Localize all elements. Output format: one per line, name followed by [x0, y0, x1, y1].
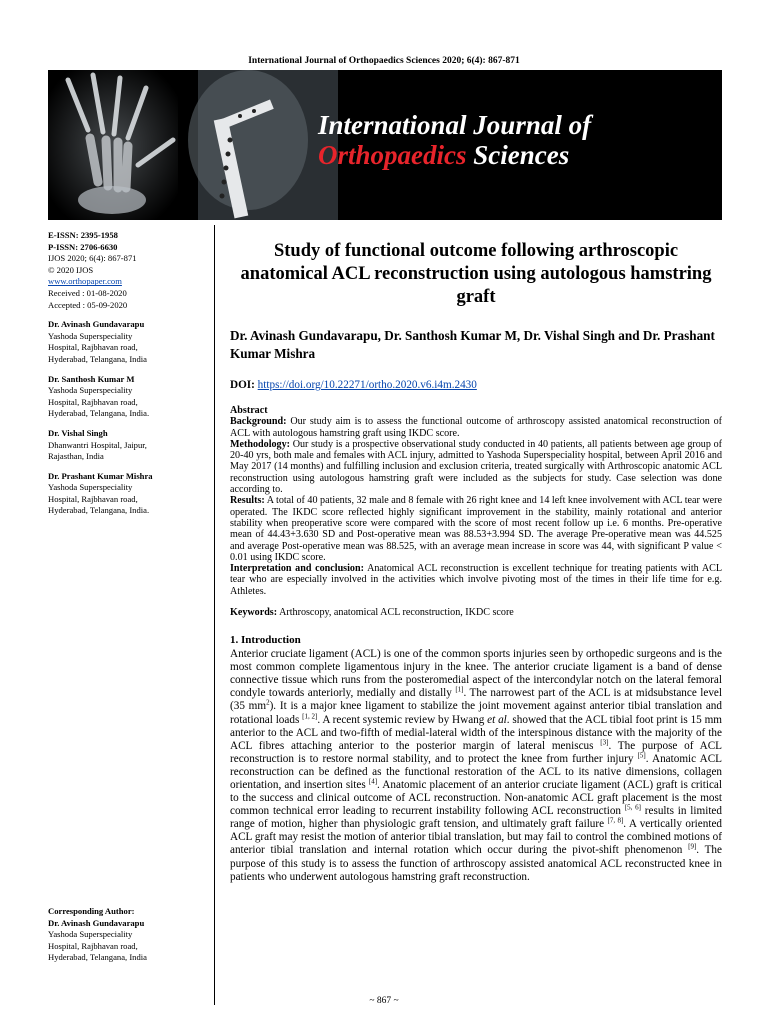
sidebar-author: [48, 319, 208, 365]
abstract-label: Methodology:: [230, 438, 290, 450]
intro-text: . showed that the ACL tibial foot print is 15 mm anterior to the ACL and two-fifth of medial-lateral width of the interspinous distance with the majority of the ACL fibres attaching anterior to the posterior margin of lateral meniscus: [230, 713, 722, 752]
citation-ref: [1, 2]: [302, 711, 318, 720]
sidebar-author: [48, 428, 208, 463]
citation-ref: [4]: [368, 777, 378, 786]
received-date: Received : 01-08-2020: [48, 287, 127, 298]
superscript: 2: [266, 698, 270, 707]
abstract-text: Our study is a prospective observational study conducted in 40 patients, all patients between age group of 20-40 yrs, both male and females with ACL injury, admitted to Yashoda Superspeciality hospital, between April 2016 and May 2017 (14 months) and fulfilling inclusion and exclusion criteria, treated surgically with Arthroscopic anatomic ACL reconstruction using autologous hamstring graft were included as the subjects for study. Case selection was done according to.: [230, 438, 722, 496]
abstract-text: Anatomical ACL reconstruction is excellent technique for treating patients with ACL tear who are especially involved in the activities which involve pivoting most of the times in their life time for e.g. Athletes.: [230, 563, 723, 597]
affiliation-line: Yashoda Superspeciality: [48, 929, 133, 940]
citation-ref: [5, 6]: [624, 803, 641, 812]
affiliation-line: Dhanwantri Hospital, Jaipur,: [48, 439, 147, 450]
keywords-label: Keywords:: [230, 607, 278, 619]
affiliation-line: Yashoda Superspeciality: [48, 330, 133, 341]
affiliation-line: Yashoda Superspeciality: [48, 482, 133, 493]
abstract-text: Our study aim is to assess the functional outcome of arthroscopy assisted anatomical reconstruction of ACL with autologous hamstring graft using IKDC score.: [230, 416, 723, 439]
keywords-text: Arthroscopy, anatomical ACL reconstruction, IKDC score: [279, 607, 514, 619]
sidebar-author-name: Dr. Avinash Gundavarapu: [48, 319, 145, 330]
citation-ref: [3]: [600, 737, 609, 746]
sidebar: [48, 230, 208, 963]
affiliation-line: Hospital, Rajbhavan road,: [48, 342, 138, 353]
intro-text: . Anatomic ACL reconstruction can be defined as the functional restoration of the ACL to its native dimensions, collagen orientation, and insertion sites: [230, 752, 722, 791]
journal-banner: [48, 70, 722, 220]
abstract-heading: Abstract: [230, 405, 268, 416]
introduction-paragraph: [230, 648, 722, 884]
intro-text: results in limited range of motion, higher than physiologic graft tension, and ultimately graft failure: [230, 805, 722, 831]
abstract-interpretation: [230, 563, 722, 597]
affiliation-line: Hospital, Rajbhavan road,: [48, 940, 138, 951]
intro-text: . The purpose of ACL reconstruction is to restore normal stability, and to protect the knee from further injury: [230, 739, 723, 765]
introduction-heading: 1. Introduction: [230, 634, 301, 647]
affiliation-line: Hyderabad, Telangana, India: [48, 353, 147, 364]
citation-ref: [7, 8]: [607, 816, 624, 825]
citation-ref: [9]: [688, 842, 697, 851]
affiliation-line: Rajasthan, India: [48, 451, 104, 462]
abstract-label: Interpretation and conclusion:: [230, 563, 364, 575]
intro-text: ). It is a major knee ligament to stabilize the joint movement against anterior tibial translation and rotational loads: [230, 700, 722, 726]
sidebar-author-name: Dr. Prashant Kumar Mishra: [48, 470, 153, 481]
author-list: Dr. Avinash Gundavarapu, Dr. Santhosh Kumar M, Dr. Vishal Singh and Dr. Prashant Kumar Mishra: [230, 328, 715, 361]
affiliation-line: Hospital, Rajbhavan road,: [48, 396, 138, 407]
corresponding-name: Dr. Avinash Gundavarapu: [48, 917, 145, 928]
intro-text: . A vertically oriented ACL graft may resist the motion of anterior tibial translation, but may fail to control the combined motions of anterior tibial translation and internal rotation which occur during the pivot-shift phenomenon: [230, 818, 722, 857]
doi-label: DOI:: [230, 379, 255, 391]
running-head: International Journal of Orthopaedics Sciences 2020; 6(4): 867-871: [248, 56, 520, 66]
accepted-date: Accepted : 05-09-2020: [48, 299, 128, 310]
abstract: [230, 405, 722, 597]
affiliation-line: Hospital, Rajbhavan road,: [48, 493, 138, 504]
affiliation-line: Hyderabad, Telangana, India.: [48, 505, 150, 516]
page-number: ~ 867 ~: [369, 996, 399, 1006]
abstract-background: [230, 416, 722, 439]
citation-ref: [1]: [455, 685, 464, 694]
abstract-results: [230, 495, 722, 563]
corresponding-label: Corresponding Author:: [48, 906, 135, 916]
column-divider: [214, 225, 215, 1005]
abstract-text: A total of 40 patients, 32 male and 8 female with 26 right knee and 14 left knee involvement with ACL tear were operated. The IKDC score reflected highly significant improvement in the stability, mainly rotational and anterior stability when preoperative score were compared with the score of most recent follow up i.e. 6 months. Pre-operative mean of 44.43+3.630 SD and Post-operative mean was 88.53+3.994 SD. The average Pre-operative mean was 44.525 and average Post-operative mean was 88.525, with an average mean increase in score was 44, with significant P value < 0.01 using IKDC score.: [230, 495, 723, 563]
intro-italic: et al: [487, 713, 507, 726]
corresponding-author: [48, 906, 208, 964]
intro-text: . The purpose of this study is to assess the function of arthroscopy assisted anatomical ACL reconstructed knee in patients who underwent autologous hamstring graft reconstruction.: [230, 844, 722, 883]
keywords: [230, 607, 722, 618]
journal-name-line2: [318, 140, 718, 170]
pissn: P-ISSN: 2706-6630: [48, 241, 118, 252]
journal-name-end: Sciences: [466, 140, 570, 170]
intro-text: . Anatomic placement of an anterior cruciate ligament (ACL) graft is critical to the success and clinical outcome of ACL reconstruction. Non-anatomic ACL graft placement is the most common technical error leading to recurrent instability following ACL reconstruction: [230, 778, 723, 818]
journal-name-line1: International Journal of: [318, 110, 592, 140]
doi-link[interactable]: https://doi.org/10.22271/ortho.2020.v6.i4m.2430: [257, 379, 477, 391]
sidebar-author-name: Dr. Vishal Singh: [48, 427, 108, 438]
abstract-methodology: [230, 439, 722, 495]
main-column: [230, 240, 722, 884]
intro-text: . The narrowest part of the ACL is at midsubstance level (35 mm: [230, 687, 723, 713]
sidebar-author: [48, 471, 208, 517]
affiliation-line: Hyderabad, Telangana, India.: [48, 408, 150, 419]
eissn: E-ISSN: 2395-1958: [48, 230, 118, 240]
ijos-citation: IJOS 2020; 6(4): 867-871: [48, 253, 137, 264]
sidebar-author-name: Dr. Santhosh Kumar M: [48, 373, 135, 384]
journal-name: [318, 110, 718, 170]
paper-title: Study of functional outcome following arthroscopic anatomical ACL reconstruction using autologous hamstring graft: [240, 241, 712, 307]
website-link[interactable]: www.orthopaper.com: [48, 276, 122, 287]
abstract-label: Results:: [230, 495, 265, 507]
citation-ref: [5]: [637, 751, 646, 760]
intro-text: Anterior cruciate ligament (ACL) is one of the common sports injuries seen by orthopedic surgeons and is the most common complete ligamentous injury in the knee. The anterior cruciate ligament is a band of dense connective tissue which runs from the posteromedial aspect of the intercondylar notch on the lateral femoral condyle towards anteriorly, medially and distally: [230, 648, 722, 700]
affiliation-line: Hyderabad, Telangana, India: [48, 952, 147, 963]
sidebar-author: [48, 374, 208, 420]
copyright: © 2020 IJOS: [48, 264, 94, 275]
doi: [230, 379, 722, 391]
intro-text: . A recent systemic review by Hwang: [317, 713, 485, 726]
abstract-label: Background:: [230, 416, 287, 428]
affiliation-line: Yashoda Superspeciality: [48, 385, 133, 396]
journal-name-red: Orthopaedics: [318, 140, 467, 170]
